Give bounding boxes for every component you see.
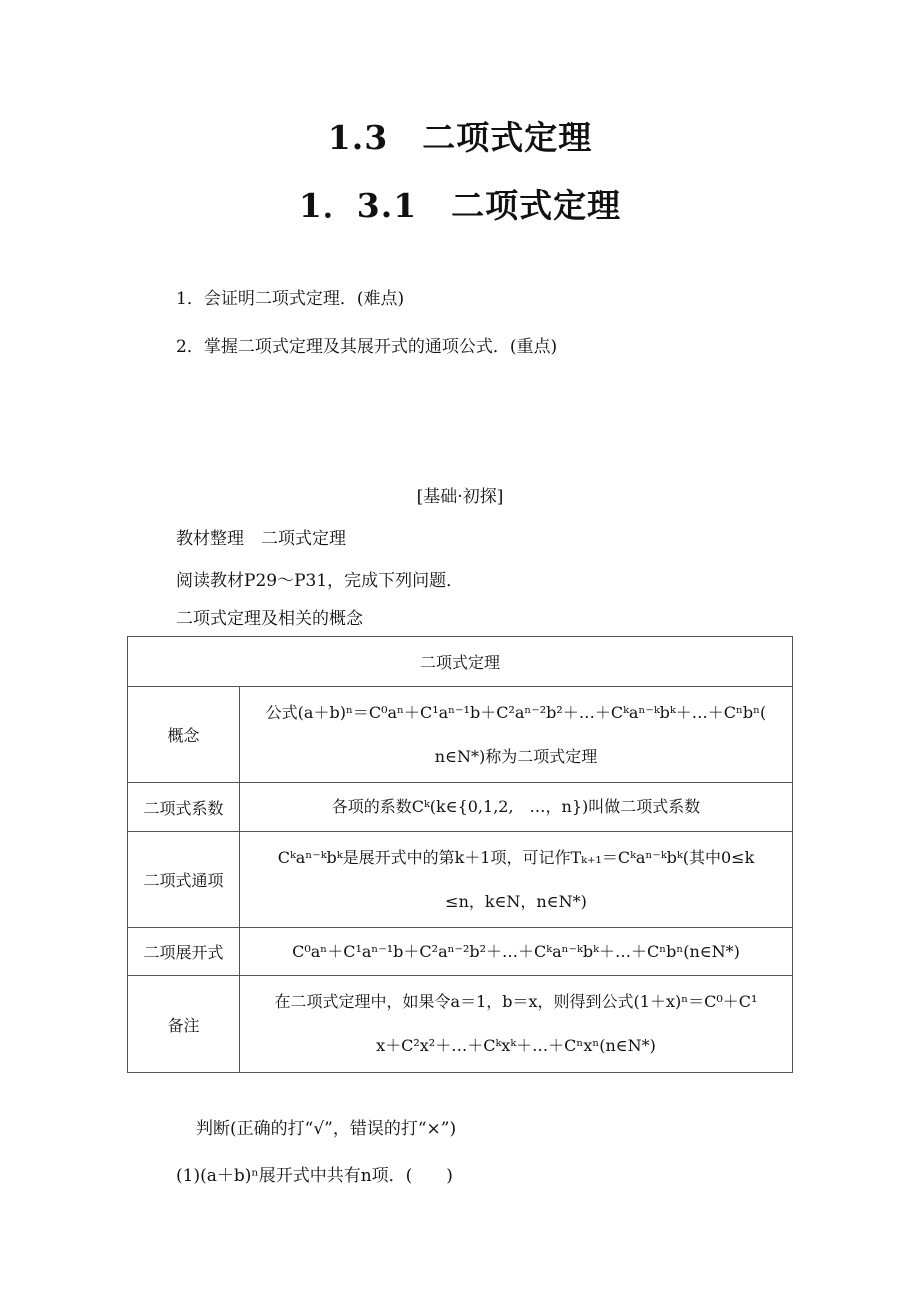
table-row bbox=[128, 687, 793, 783]
table-row bbox=[128, 976, 793, 1073]
row-content bbox=[240, 832, 793, 928]
table-row bbox=[128, 928, 793, 976]
row-content bbox=[240, 928, 793, 976]
row-label: 二项式通项 bbox=[128, 832, 240, 928]
row-label: 二项式系数 bbox=[128, 783, 240, 832]
row-content bbox=[240, 783, 793, 832]
content-line: 公式(a＋b)ⁿ＝C⁰aⁿ＋C¹aⁿ⁻¹b＋C²aⁿ⁻²b²＋…＋Cᵏaⁿ⁻ᵏbᵏ＋…＋Cⁿbⁿ( bbox=[265, 702, 767, 722]
concept-title: 二项式定理及相关的概念 bbox=[176, 609, 363, 629]
content-line: ≤n，k∈N，n∈N*) bbox=[445, 891, 587, 911]
row-content bbox=[240, 976, 793, 1073]
binomial-theorem-table bbox=[127, 636, 793, 1073]
reading-instruction: 阅读教材P29～P31，完成下列问题． bbox=[176, 571, 464, 591]
table-header: 二项式定理 bbox=[128, 637, 793, 687]
row-label: 备注 bbox=[128, 976, 240, 1073]
objective-item: 2．掌握二项式定理及其展开式的通项公式．(重点) bbox=[176, 337, 558, 357]
judge-instruction: 判断(正确的打“√”，错误的打“×”) bbox=[196, 1119, 457, 1139]
content-line: n∈N*)称为二项式定理 bbox=[434, 746, 598, 766]
content-line: 在二项式定理中，如果令a＝1，b＝x，则得到公式(1＋x)ⁿ＝C⁰＋C¹ bbox=[274, 992, 758, 1011]
subsection-title: 1．3.1 二项式定理 bbox=[298, 186, 622, 225]
content-line: Cᵏaⁿ⁻ᵏbᵏ是展开式中的第k＋1项，可记作Tₖ₊₁＝Cᵏaⁿ⁻ᵏbᵏ(其中0≤k bbox=[277, 847, 755, 867]
table-row bbox=[128, 783, 793, 832]
row-label: 二项展开式 bbox=[128, 928, 240, 976]
content-line: x＋C²x²＋…＋Cᵏxᵏ＋…＋Cⁿxⁿ(n∈N*) bbox=[376, 1036, 656, 1055]
section-tag: [基础·初探] bbox=[416, 487, 504, 507]
row-label: 概念 bbox=[128, 687, 240, 783]
content-line: 各项的系数Cᵏ(k∈{0,1,2, …，n})叫做二项式系数 bbox=[331, 797, 701, 816]
objective-item: 1．会证明二项式定理．(难点) bbox=[176, 289, 405, 309]
material-label: 教材整理 二项式定理 bbox=[176, 529, 346, 549]
judge-question: (1)(a＋b)ⁿ展开式中共有n项．( ) bbox=[176, 1166, 453, 1186]
table-row bbox=[128, 832, 793, 928]
content-line: C⁰aⁿ＋C¹aⁿ⁻¹b＋C²aⁿ⁻²b²＋…＋Cᵏaⁿ⁻ᵏbᵏ＋…＋Cⁿbⁿ(n∈N*) bbox=[292, 941, 740, 961]
row-content bbox=[240, 687, 793, 783]
section-title: 1.3 二项式定理 bbox=[327, 118, 593, 157]
